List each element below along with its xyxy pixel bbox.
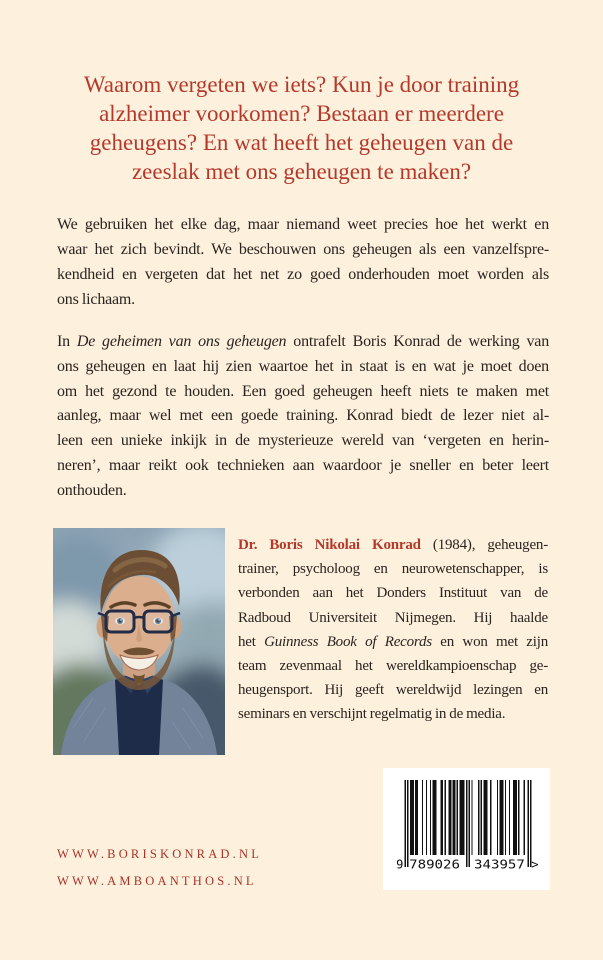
text-line: zeeslak met ons geheugen te maken? [131,159,472,184]
text-line: geheugens? En wat heeft het geheugen van de [89,130,514,155]
text-line: team zevenmaal het wereldkampioenschap ge- [238,658,548,675]
text-line: Waarom vergeten we iets? Kun je door training [83,72,520,97]
italic-text: De geheimen van ons geheugen [76,333,287,350]
author-name-highlight: Dr. Boris Nikolai Konrad [238,537,421,553]
barcode-arrow: > [531,857,539,871]
barcode-bars [404,780,531,867]
text-line: ons lichaam. [57,291,135,308]
text-line: om het gezond te houden. Een goed geheugen heeft niets te maken met [57,382,549,400]
text-line: onthouden. [57,481,127,499]
italic-text: Guinness Book of Records [264,633,432,650]
barcode-panel [383,768,550,890]
text-line: seminars en verschijnt regelmatig in de media. [238,706,506,723]
text-line: ons geheugen en laat hij zien waartoe het in staat is en wat je moet doen [57,357,549,375]
text-line: waar het zich bevindt. We beschouwen ons geheugen als een vanzelfspre- [57,241,549,258]
barcode-digits-group2: 343957 [474,857,525,871]
barcode-digit-left: 9 [396,857,404,871]
text-line: kendheid en vergeten dat het net zo goed onderhouden moet worden als [57,266,549,283]
text-line: trainer, psycholoog en neurowetenschapper, is [238,561,548,578]
author-bio [238,533,548,727]
text-line [238,630,548,654]
website-links [57,841,262,895]
text-run: het [238,633,265,650]
author-photo-illustration [53,528,225,755]
text-line: Radboud Universiteit Nijmegen. Hij haalde [238,609,548,626]
headline-questions [38,70,565,186]
barcode-digits-group1: 789026 [409,857,460,871]
text-run: en won met zijn [431,633,548,650]
text-line: heugensport. Hij geeft wereldwijd lezingen en [238,682,548,699]
text-run: ontrafelt Boris Konrad de werking van [286,333,549,350]
text-run: In [57,333,77,350]
intro-paragraph [57,212,549,312]
text-line [238,533,548,557]
synopsis-paragraph [57,330,549,504]
text-line: neren’, maar reikt ook technieken aan waardoor je sneller en beter leert [57,456,549,474]
text-line: We gebruiken het elke dag, maar niemand weet precies hoe het werkt en [57,216,549,233]
text-line: WWW.BORISKONRAD.NL [57,847,263,861]
text-run: (1984), geheugen- [420,537,549,553]
text-line [57,330,549,355]
text-line: WWW.AMBOANTHOS.NL [57,874,257,888]
text-line: alzheimer voorkomen? Bestaan er meerdere [99,101,504,126]
text-line: leen een unieke inkijk in de mysterieuze wereld van ‘vergeten en herin- [57,432,549,450]
text-line: aanleg, maar wel met een goede training. Konrad biedt de lezer niet al- [57,407,549,425]
text-line: verbonden aan het Donders Instituut van de [238,585,548,602]
author-photo [53,528,225,755]
ean13-barcode [391,780,541,871]
